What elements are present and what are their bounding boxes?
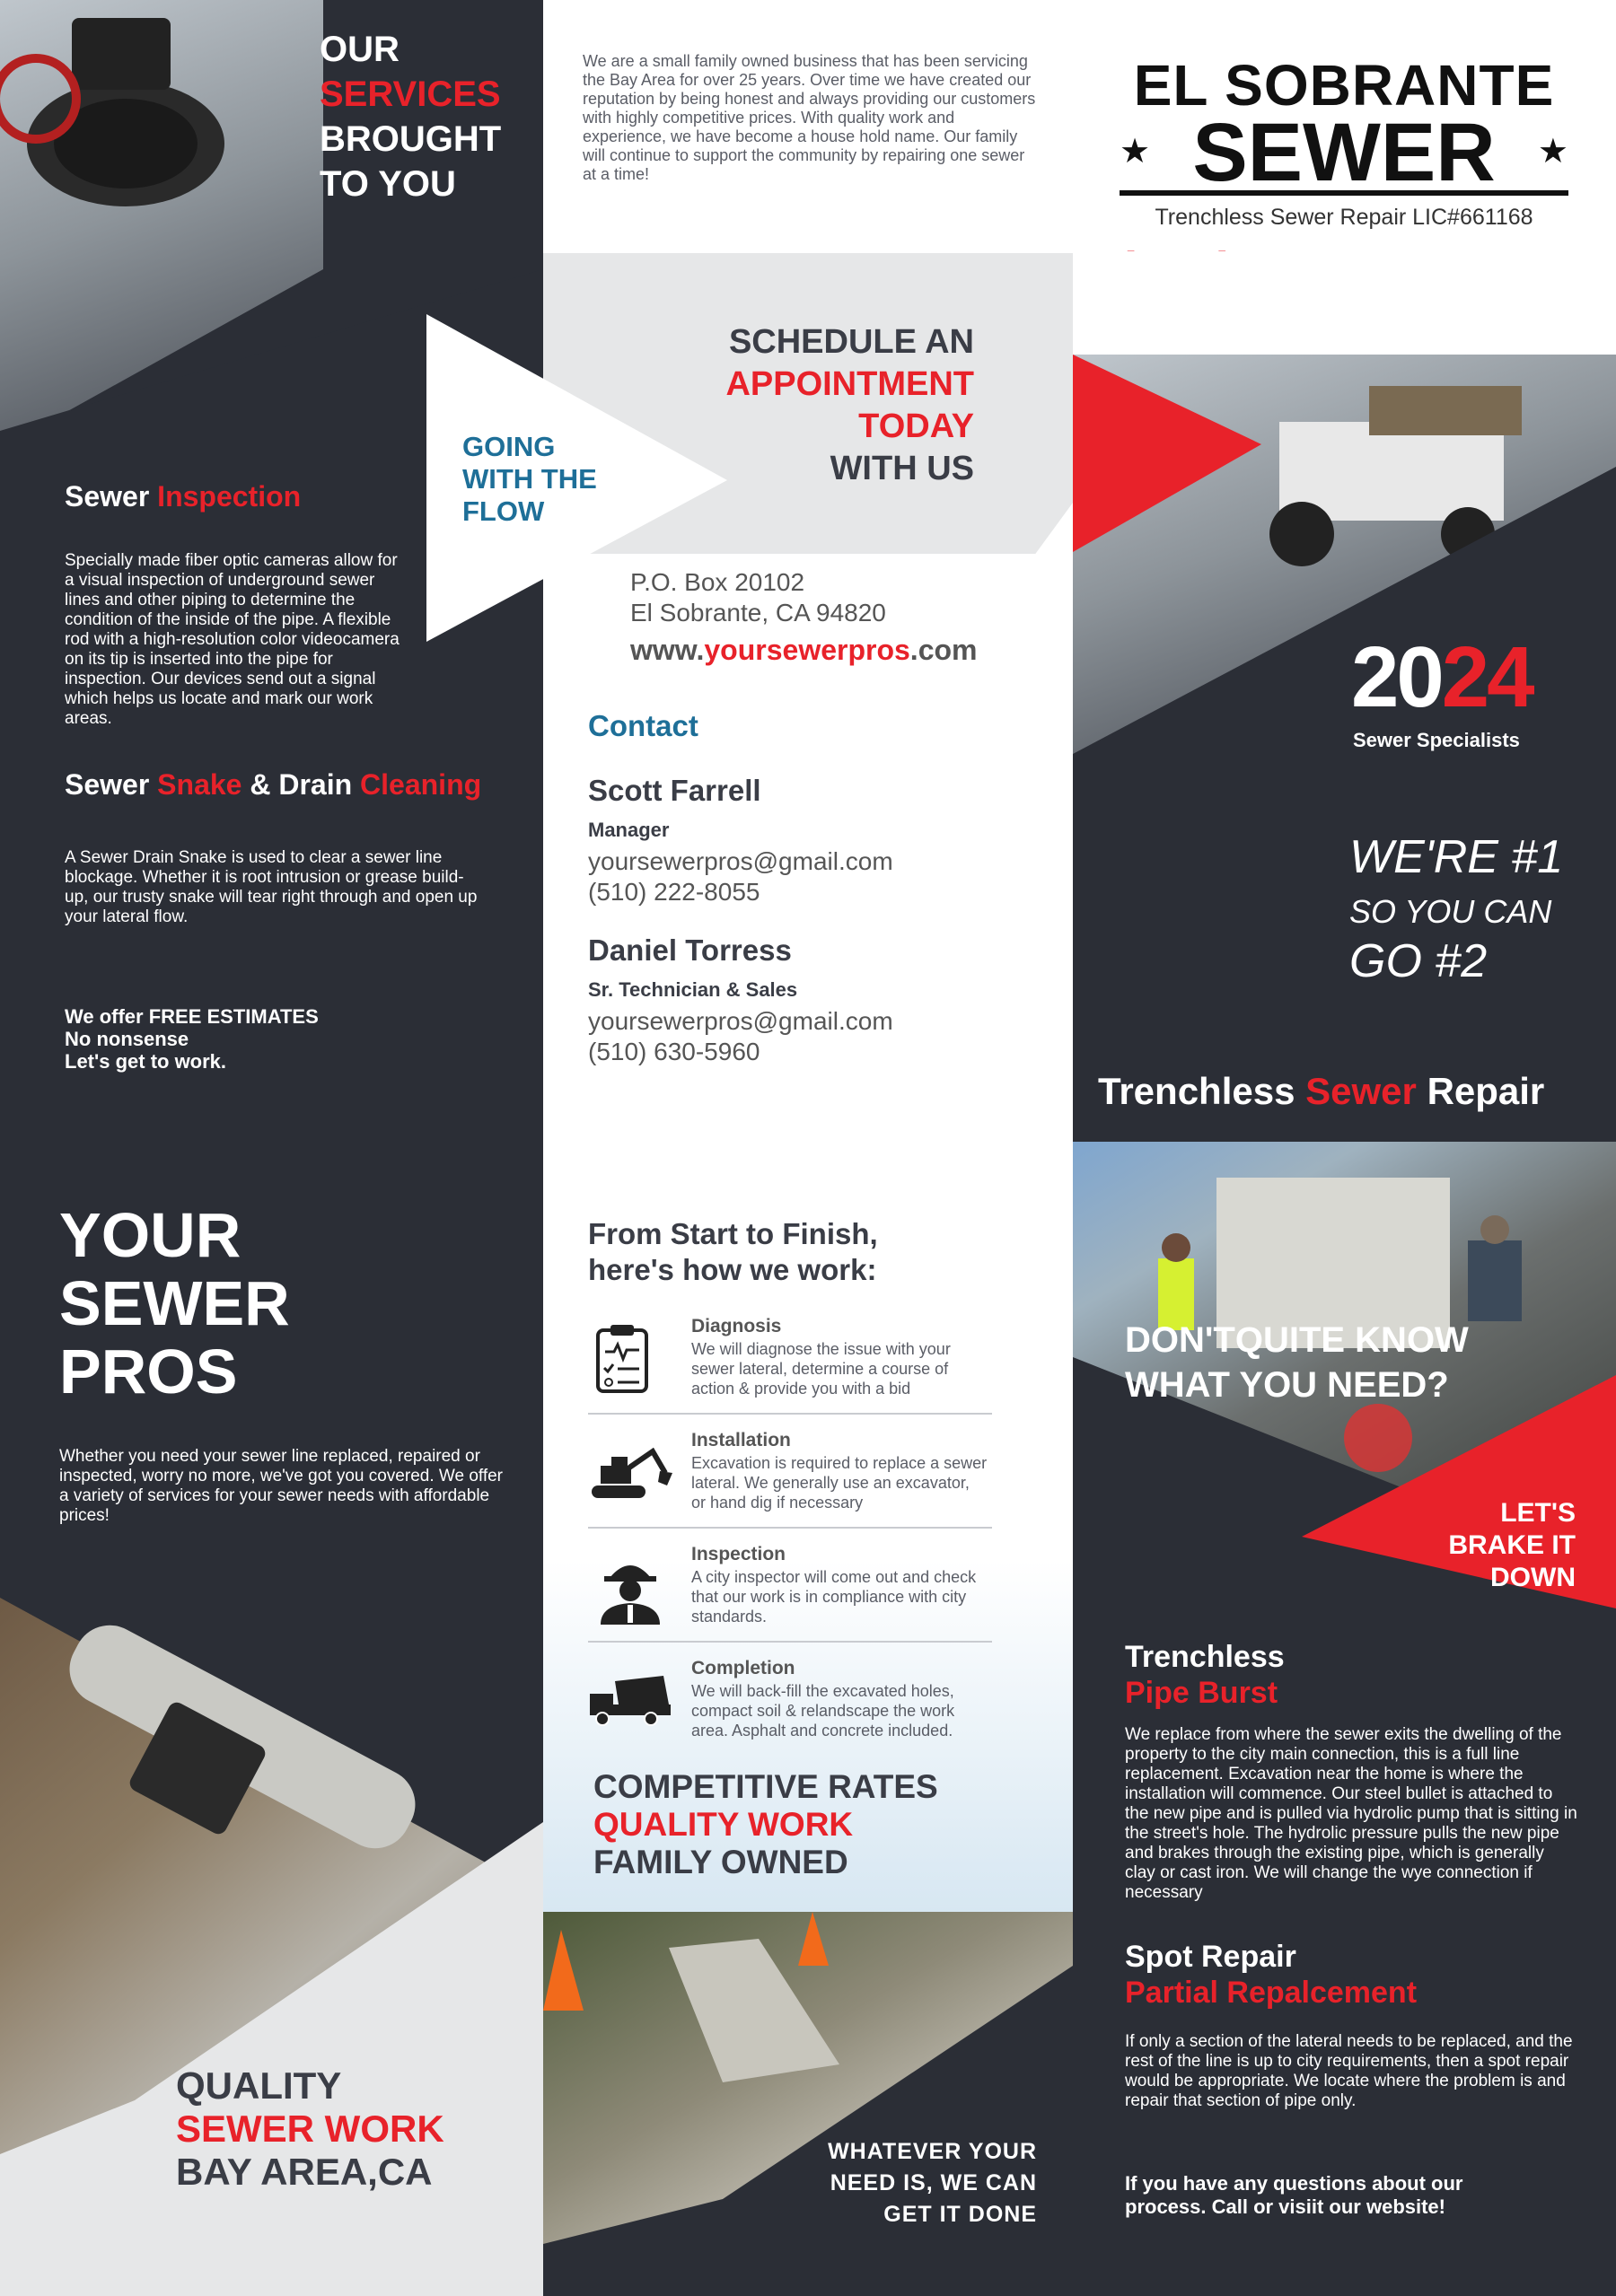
pipe-burst-body: We replace from where the sewer exits the dwelling of the property to the city main connection, this is a full line replacement. Excavation near the home is where the installation will commence. Our steel bullet is attached to the new pipe and is pulled via hydrolic pump that is sitting in the street's hole. The hydrolic pressure pulls the new pipe and brakes through the existing pipe, which is generally clay or cast iron. We will change the wye connection if necessary	[1125, 1725, 1577, 1902]
hero-line-4: TO YOU	[320, 164, 456, 204]
rates-heading: COMPETITIVE RATES QUALITY WORK FAMILY OWNED	[593, 1768, 938, 1880]
spot-repair-title: Spot Repair Partial Repalcement	[1125, 1940, 1418, 2010]
middle-right-wedge	[543, 0, 1073, 1149]
step-divider	[588, 1641, 992, 1643]
middle-panel	[462, 0, 1073, 2296]
snake-title: Sewer Snake & Drain Cleaning	[65, 768, 482, 801]
quality-sewer-work: QUALITY SEWER WORK BAY AREA,CA	[176, 2064, 444, 2193]
spot-repair-body: If only a section of the lateral needs to be replaced, and the rest of the line is up to city requirements, then a spot repair would be appropriate. We locate where the problem is and repair that section of pipe only.	[1125, 2032, 1573, 2110]
hero-line-3: BROUGHT	[320, 119, 502, 159]
contact-scott: Scott Farrell Manager yoursewerpros@gmail.com (510) 222-8055	[588, 774, 893, 906]
star-icon: ★	[1120, 133, 1151, 171]
step-completion: Completion We will back-fill the excavated holes, compact soil & relandscape the work area. Asphalt and concrete included.	[588, 1658, 1046, 1772]
brake-it-down: LET'S BRAKE IT DOWN	[1448, 1498, 1576, 1592]
sewer-specialists: Sewer Specialists	[1353, 729, 1520, 751]
dump-truck-icon	[588, 1674, 673, 1728]
step-inspection: Inspection A city inspector will come out and check that our work is in compliance with city standards.	[588, 1544, 1046, 1658]
contact-heading: Contact	[588, 709, 698, 742]
truck-shapes	[1073, 251, 1616, 808]
step-list	[588, 1316, 1046, 1772]
mailing-address: P.O. Box 20102 El Sobrante, CA 94820	[630, 568, 886, 627]
about-text: We are a small family owned business that has been servicing the Bay Area for over 25 years. Over time we have created our reputation by being honest and always providing our customers with highly competitive prices. With quality work and experience, we have become a house hold name. Our family will continue to support the community by repairing one sewer at a time!	[583, 52, 1036, 183]
clipboard-icon	[591, 1323, 654, 1395]
phone-link[interactable]: (510) 630-5960	[588, 1038, 760, 1065]
schedule-heading: SCHEDULE AN APPOINTMENT TODAY WITH US	[725, 323, 974, 487]
inspection-body: Specially made fiber optic cameras allow for a visual inspection of underground sewer lines and other piping to determine the condition of the inside of the pipe. A flexible rod with a high-resolution color videocamera on its tip is inserted into the pipe for inspection. Our devices send out a signal which helps us locate and mark our work areas.	[65, 551, 400, 728]
process-heading: From Start to Finish, here's how we work:	[588, 1217, 878, 1286]
step-installation: Installation Excavation is required to replace a sewer lateral. We generally use an excavator, or hand dig if necessary	[588, 1430, 1046, 1544]
free-estimates: We offer FREE ESTIMATES No nonsense Let's get to work.	[65, 1005, 319, 1073]
step-diagnosis: Diagnosis We will diagnose the issue with your sewer lateral, determine a course of action & provide you with a bid	[588, 1316, 1046, 1415]
step-divider	[588, 1413, 992, 1415]
inspection-title: Sewer Inspection	[65, 480, 302, 513]
slogan: WE'RE #1 SO YOU CAN GO #2	[1349, 831, 1564, 987]
snake-body: A Sewer Drain Snake is used to clear a sewer line blockage. Whether it is root intrusion or grease build-up, our trusty snake will tear right through and open up your lateral flow.	[65, 848, 478, 926]
hero-line-2: SERVICES	[320, 74, 501, 114]
hero-line-1: OUR	[320, 30, 400, 69]
contact-daniel: Daniel Torress Sr. Technician & Sales yoursewerpros@gmail.com (510) 630-5960	[588, 933, 893, 1065]
star-icon: ★	[1537, 133, 1568, 171]
email-link[interactable]: yoursewerpros@gmail.com	[588, 1007, 893, 1035]
step-divider	[588, 1527, 992, 1529]
excavator-icon	[588, 1446, 673, 1500]
pros-body: Whether you need your sewer line replaced, repaired or inspected, worry no more, we've got you covered. We offer a variety of services for your sewer needs with affordable prices!	[59, 1447, 503, 1525]
questions-cta: If you have any questions about our process. Call or visiit our website!	[1125, 2172, 1463, 2218]
right-panel	[1073, 0, 1616, 2296]
hero-heading	[320, 27, 501, 206]
year-badge: 2024	[1351, 629, 1533, 725]
email-link[interactable]: yoursewerpros@gmail.com	[588, 847, 893, 875]
whatever-need: WHATEVER YOUR NEED IS, WE CAN GET IT DONE	[828, 2139, 1037, 2227]
dont-know-heading: DON'TQUITE KNOW WHAT YOU NEED?	[1125, 1320, 1469, 1405]
your-sewer-pros-heading: YOUR SEWER PROS	[59, 1200, 290, 1407]
company-logo: EL SOBRANTE ★ SEWER ★ Trenchless Sewer Repair LIC#661168	[1120, 53, 1568, 230]
bottom-dark-wedge	[543, 1912, 1073, 2296]
going-with-flow: GOING WITH THE FLOW	[462, 431, 597, 527]
website-link[interactable]: www.yoursewerpros.com	[630, 634, 978, 666]
inspector-icon	[597, 1553, 663, 1625]
trenchless-heading: Trenchless Sewer Repair	[1098, 1070, 1545, 1112]
phone-link[interactable]: (510) 222-8055	[588, 878, 760, 906]
pipe-burst-title: Trenchless Pipe Burst	[1125, 1640, 1285, 1710]
